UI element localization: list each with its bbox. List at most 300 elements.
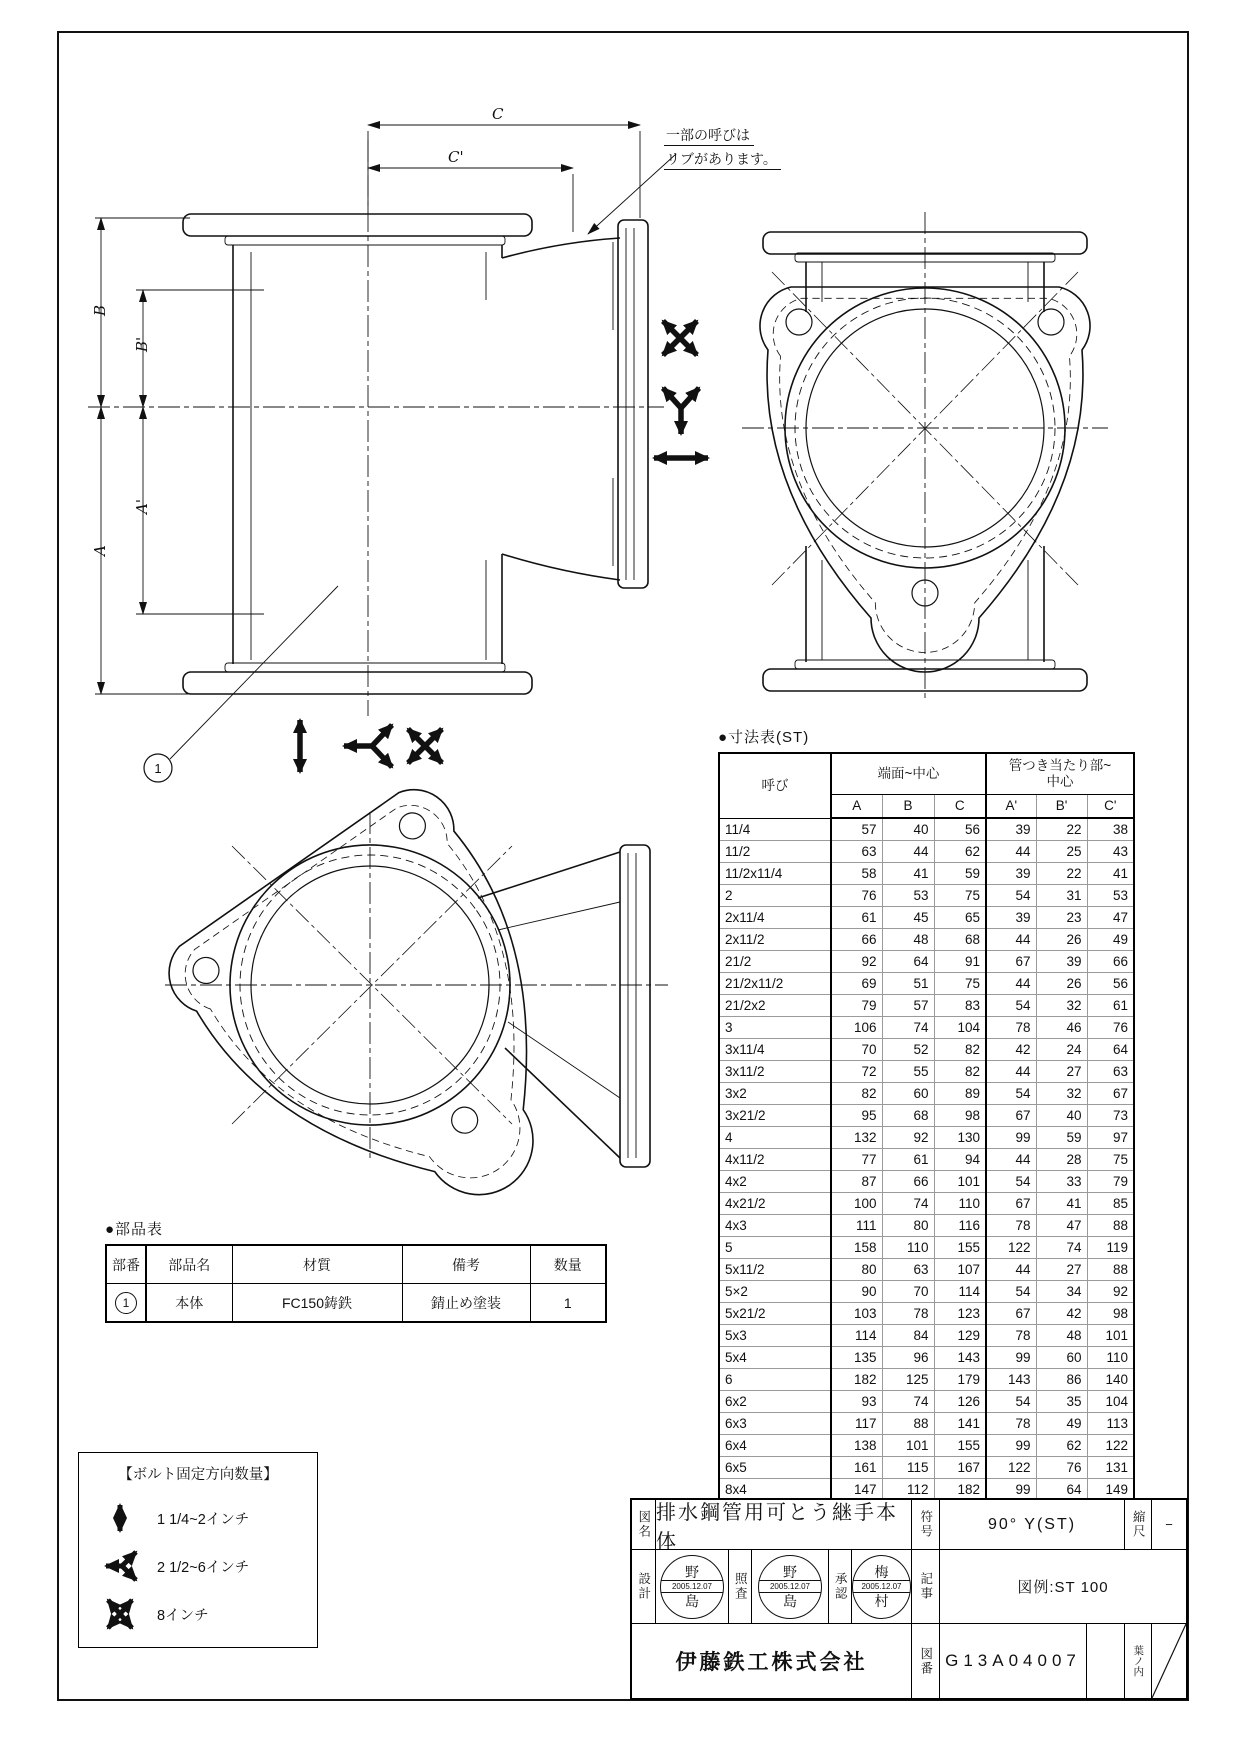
dimension-value: 129 <box>934 1325 986 1347</box>
dimension-value: 98 <box>934 1105 986 1127</box>
dimension-value: 63 <box>882 1259 934 1281</box>
dimension-lines <box>95 125 640 694</box>
dimension-value: 87 <box>831 1171 882 1193</box>
dimension-value: 92 <box>831 951 882 973</box>
legend-item <box>79 1590 317 1638</box>
dimension-value: 74 <box>882 1017 934 1039</box>
dimension-value: 54 <box>986 1391 1036 1413</box>
dimension-value: 27 <box>1036 1061 1087 1083</box>
dimension-value: 149 <box>1087 1479 1134 1502</box>
dimension-value: 26 <box>1036 929 1087 951</box>
dimension-value: 76 <box>831 885 882 907</box>
dimension-row <box>719 841 1134 863</box>
dimension-value: 58 <box>831 863 882 885</box>
dimension-value: 116 <box>934 1215 986 1237</box>
legend-item-label: 1 1/4~2インチ <box>157 1511 250 1528</box>
dimension-value: 23 <box>1036 907 1087 929</box>
parts-row <box>106 1284 606 1323</box>
dimension-value: 155 <box>934 1237 986 1259</box>
dimension-value: 141 <box>934 1413 986 1435</box>
dimension-value: 31 <box>1036 885 1087 907</box>
balloon-number: 1 <box>154 761 162 776</box>
dimension-value: 161 <box>831 1457 882 1479</box>
dimension-value: 39 <box>1036 951 1087 973</box>
dimension-value: 39 <box>986 818 1036 841</box>
dimension-value: 43 <box>1087 841 1134 863</box>
dimension-value: 66 <box>1087 951 1134 973</box>
dimension-value: 57 <box>831 818 882 841</box>
three-way-arrow-icon <box>663 388 699 434</box>
dimension-value: 99 <box>986 1479 1036 1502</box>
dimension-value: 67 <box>1087 1083 1134 1105</box>
dimension-value: 143 <box>986 1369 1036 1391</box>
dimension-value: 54 <box>986 885 1036 907</box>
dimension-value: 86 <box>1036 1369 1087 1391</box>
dimension-value: 54 <box>986 1083 1036 1105</box>
dimension-value: 49 <box>1036 1413 1087 1435</box>
dimension-row <box>719 1303 1134 1325</box>
dimension-value: 103 <box>831 1303 882 1325</box>
bottom-view <box>154 775 668 1280</box>
dimension-row <box>719 1039 1134 1061</box>
dimension-value: 33 <box>1036 1171 1087 1193</box>
dimension-value: 53 <box>882 885 934 907</box>
parts-table <box>105 1244 607 1323</box>
parts-header-qty: 数量 <box>530 1245 606 1284</box>
dimension-row <box>719 1457 1134 1479</box>
dimension-row <box>719 951 1134 973</box>
bolt-direction-icons <box>300 321 708 772</box>
dimension-value: 99 <box>986 1435 1036 1457</box>
dimension-row <box>719 1369 1134 1391</box>
stamp-name-top: 野 <box>685 1564 699 1580</box>
size-name: 6x2 <box>719 1391 831 1413</box>
parts-no <box>106 1284 146 1323</box>
size-name: 21/2x2 <box>719 995 831 1017</box>
size-name: 2x11/4 <box>719 907 831 929</box>
size-name: 6 <box>719 1369 831 1391</box>
dimension-value: 45 <box>882 907 934 929</box>
dimension-value: 40 <box>882 818 934 841</box>
part-balloon <box>144 586 338 782</box>
dimension-value: 56 <box>934 818 986 841</box>
dimension-value: 42 <box>1036 1303 1087 1325</box>
dimension-row <box>719 1237 1134 1259</box>
dimension-value: 98 <box>1087 1303 1134 1325</box>
dimension-row <box>719 1017 1134 1039</box>
dimension-value: 117 <box>831 1413 882 1435</box>
parts-header-note: 備考 <box>402 1245 530 1284</box>
dimension-value: 54 <box>986 995 1036 1017</box>
scale-label: 縮尺 <box>1125 1500 1152 1550</box>
dimension-value: 67 <box>986 1105 1036 1127</box>
dimension-value: 74 <box>882 1193 934 1215</box>
dimension-value: 78 <box>882 1303 934 1325</box>
dimension-value: 25 <box>1036 841 1087 863</box>
dimension-value: 88 <box>1087 1215 1134 1237</box>
col-header-name: 呼び <box>719 753 831 818</box>
size-name: 6x5 <box>719 1457 831 1479</box>
dim-label-b: B <box>91 304 109 316</box>
dimension-row <box>719 818 1134 841</box>
size-name: 21/2 <box>719 951 831 973</box>
dimension-value: 48 <box>882 929 934 951</box>
dimension-value: 100 <box>831 1193 882 1215</box>
dimension-value: 110 <box>1087 1347 1134 1369</box>
dimension-value: 122 <box>986 1457 1036 1479</box>
three-way-arrow-icon <box>97 1543 143 1589</box>
size-name: 3x21/2 <box>719 1105 831 1127</box>
size-name: 11/4 <box>719 818 831 841</box>
dimension-table <box>718 752 1135 1502</box>
stamp-name-bottom: 島 <box>783 1593 797 1609</box>
dimension-value: 61 <box>1087 995 1134 1017</box>
dimension-value: 27 <box>1036 1259 1087 1281</box>
size-name: 21/2x11/2 <box>719 973 831 995</box>
stamp-seal <box>758 1555 822 1619</box>
dimension-value: 126 <box>934 1391 986 1413</box>
dimension-value: 44 <box>986 1149 1036 1171</box>
dimension-value: 78 <box>986 1215 1036 1237</box>
dimension-value: 131 <box>1087 1457 1134 1479</box>
dimension-value: 84 <box>882 1325 934 1347</box>
legend-item <box>79 1542 317 1590</box>
dimension-value: 99 <box>986 1127 1036 1149</box>
dimension-value: 138 <box>831 1435 882 1457</box>
dimension-row <box>719 929 1134 951</box>
dimension-value: 52 <box>882 1039 934 1061</box>
dimension-value: 179 <box>934 1369 986 1391</box>
subheader-b: B <box>882 795 934 819</box>
dimension-value: 122 <box>986 1237 1036 1259</box>
dimension-value: 41 <box>1087 863 1134 885</box>
dimension-value: 62 <box>1036 1435 1087 1457</box>
dim-label-c-prime: C' <box>448 148 464 166</box>
dimension-value: 61 <box>831 907 882 929</box>
dimension-row <box>719 1105 1134 1127</box>
dimension-row <box>719 1215 1134 1237</box>
dimension-value: 89 <box>934 1083 986 1105</box>
dimension-value: 60 <box>1036 1347 1087 1369</box>
dimension-value: 182 <box>934 1479 986 1502</box>
dimension-row <box>719 995 1134 1017</box>
dimension-row <box>719 1171 1134 1193</box>
parts-header-name: 部品名 <box>146 1245 232 1284</box>
dimension-value: 77 <box>831 1149 882 1171</box>
dimension-value: 56 <box>1087 973 1134 995</box>
size-name: 11/2 <box>719 841 831 863</box>
front-view <box>742 212 1108 702</box>
subheader-a: A <box>831 795 882 819</box>
dimension-value: 75 <box>934 885 986 907</box>
dimension-value: 114 <box>934 1281 986 1303</box>
dimension-value: 32 <box>1036 995 1087 1017</box>
dimension-value: 46 <box>1036 1017 1087 1039</box>
size-name: 5x11/2 <box>719 1259 831 1281</box>
dimension-row <box>719 1413 1134 1435</box>
dimension-row <box>719 1193 1134 1215</box>
dim-label-c: C <box>492 105 504 123</box>
dimension-value: 32 <box>1036 1083 1087 1105</box>
dimension-value: 44 <box>986 929 1036 951</box>
dimension-value: 66 <box>882 1171 934 1193</box>
notes-value: 図例:ST 100 <box>940 1550 1186 1624</box>
dimension-value: 61 <box>882 1149 934 1171</box>
dimension-value: 73 <box>1087 1105 1134 1127</box>
notes-label: 記事 <box>912 1550 940 1624</box>
dimension-value: 24 <box>1036 1039 1087 1061</box>
dimension-value: 82 <box>831 1083 882 1105</box>
dimension-row <box>719 1259 1134 1281</box>
size-name: 2x11/2 <box>719 929 831 951</box>
size-name: 4x3 <box>719 1215 831 1237</box>
size-name: 3x11/4 <box>719 1039 831 1061</box>
stamp-name-bottom: 村 <box>874 1593 889 1609</box>
dimension-value: 79 <box>1087 1171 1134 1193</box>
dimension-value: 78 <box>986 1017 1036 1039</box>
dimension-value: 22 <box>1036 863 1087 885</box>
four-way-arrow-icon <box>408 729 442 763</box>
dimension-value: 67 <box>986 951 1036 973</box>
dimension-value: 147 <box>831 1479 882 1502</box>
parts-table-title: ●部品表 <box>105 1221 164 1238</box>
dimension-value: 80 <box>831 1259 882 1281</box>
dimension-value: 140 <box>1087 1369 1134 1391</box>
dimension-value: 53 <box>1087 885 1134 907</box>
dimension-value: 75 <box>1087 1149 1134 1171</box>
parts-header-no: 部番 <box>106 1245 146 1284</box>
dimension-value: 44 <box>986 841 1036 863</box>
sheet-count-cell <box>1152 1624 1186 1698</box>
dimension-value: 130 <box>934 1127 986 1149</box>
parts-material: FC150鋳鉄 <box>232 1284 402 1323</box>
dimension-value: 48 <box>1036 1325 1087 1347</box>
drawing-no-value: G13A04007 <box>940 1624 1087 1698</box>
dimension-value: 64 <box>1087 1039 1134 1061</box>
dimension-value: 62 <box>934 841 986 863</box>
dimension-value: 26 <box>1036 973 1087 995</box>
parts-balloon-number: 1 <box>115 1292 137 1314</box>
approve-label: 承認 <box>829 1550 852 1624</box>
dimension-value: 49 <box>1087 929 1134 951</box>
subheader-c: C <box>934 795 986 819</box>
title-block <box>630 1498 1188 1700</box>
size-name: 5x4 <box>719 1347 831 1369</box>
stamp-seal <box>660 1555 724 1619</box>
dimension-value: 92 <box>1087 1281 1134 1303</box>
rib-annotation-line1: 一部の呼びは <box>664 128 754 146</box>
dimension-value: 40 <box>1036 1105 1087 1127</box>
size-name: 5 <box>719 1237 831 1259</box>
dimension-value: 113 <box>1087 1413 1134 1435</box>
subheader-c-prime: C' <box>1087 795 1134 819</box>
dimension-row <box>719 1325 1134 1347</box>
dimension-value: 101 <box>1087 1325 1134 1347</box>
stamp-name-top: 梅 <box>874 1564 889 1580</box>
rib-annotation-line2: リブがあります。 <box>664 152 781 170</box>
parts-name: 本体 <box>146 1284 232 1323</box>
dimension-value: 44 <box>986 1061 1036 1083</box>
legend-item <box>79 1494 317 1542</box>
dimension-value: 135 <box>831 1347 882 1369</box>
drawing-name-label: 図名 <box>632 1500 656 1550</box>
dimension-value: 95 <box>831 1105 882 1127</box>
dimension-value: 70 <box>882 1281 934 1303</box>
dimension-value: 90 <box>831 1281 882 1303</box>
col-group-pipe-stop-line2: 中心 <box>1046 774 1074 789</box>
dimension-row <box>719 973 1134 995</box>
dimension-value: 41 <box>882 863 934 885</box>
dimension-value: 47 <box>1036 1215 1087 1237</box>
size-name: 3 <box>719 1017 831 1039</box>
subheader-b-prime: B' <box>1036 795 1087 819</box>
dimension-value: 93 <box>831 1391 882 1413</box>
size-name: 11/2x11/4 <box>719 863 831 885</box>
dimension-value: 94 <box>934 1149 986 1171</box>
dim-label-a: A <box>91 545 109 556</box>
dimension-value: 76 <box>1036 1457 1087 1479</box>
stamp-name-top: 野 <box>783 1564 797 1580</box>
dimension-value: 44 <box>986 1259 1036 1281</box>
dimension-value: 88 <box>882 1413 934 1435</box>
dimension-value: 39 <box>986 907 1036 929</box>
size-name: 6x4 <box>719 1435 831 1457</box>
bolt-legend <box>78 1452 318 1648</box>
dimension-value: 143 <box>934 1347 986 1369</box>
dimension-value: 68 <box>934 929 986 951</box>
symbol-value: 90° Y(ST) <box>940 1500 1125 1550</box>
design-label: 設計 <box>632 1550 656 1624</box>
dimension-value: 63 <box>1087 1061 1134 1083</box>
dimension-value: 85 <box>1087 1193 1134 1215</box>
company-name: 伊藤鉄工株式会社 <box>632 1624 912 1698</box>
stamp-date: 2005.12.07 <box>759 1580 821 1593</box>
vertical-double-arrow-icon <box>97 1495 143 1541</box>
dimension-table-section <box>718 726 1135 1502</box>
title-block-empty-cell <box>1087 1624 1125 1698</box>
diagonal-slash <box>1152 1624 1186 1698</box>
rib-annotation <box>664 128 781 176</box>
col-group-end-face: 端面~中心 <box>831 753 986 795</box>
dimension-value: 79 <box>831 995 882 1017</box>
drawing-no-label: 図番 <box>912 1624 940 1698</box>
dimension-value: 97 <box>1087 1127 1134 1149</box>
dimension-value: 99 <box>986 1347 1036 1369</box>
subheader-a-prime: A' <box>986 795 1036 819</box>
dimension-table-body <box>719 818 1134 1501</box>
bolt-legend-title: 【ボルト固定方向数量】 <box>118 1467 278 1483</box>
size-name: 3x2 <box>719 1083 831 1105</box>
sheet-label: 葉ノ内 <box>1125 1624 1152 1698</box>
size-name: 4 <box>719 1127 831 1149</box>
four-way-arrow-icon <box>663 321 697 355</box>
dimension-row <box>719 1281 1134 1303</box>
side-view <box>88 105 676 782</box>
dimension-value: 91 <box>934 951 986 973</box>
dimension-value: 70 <box>831 1039 882 1061</box>
dimension-value: 55 <box>882 1061 934 1083</box>
approve-stamp <box>852 1550 912 1624</box>
dimension-value: 110 <box>934 1193 986 1215</box>
size-name: 8x4 <box>719 1479 831 1502</box>
dimension-value: 122 <box>1087 1435 1134 1457</box>
dimension-value: 54 <box>986 1171 1036 1193</box>
dimension-value: 39 <box>986 863 1036 885</box>
dimension-value: 110 <box>882 1237 934 1259</box>
dimension-value: 63 <box>831 841 882 863</box>
parts-header-material: 材質 <box>232 1245 402 1284</box>
dimension-value: 69 <box>831 973 882 995</box>
size-name: 4x21/2 <box>719 1193 831 1215</box>
dimension-value: 107 <box>934 1259 986 1281</box>
dimension-row <box>719 1061 1134 1083</box>
dimension-value: 83 <box>934 995 986 1017</box>
drawing-name: 排水鋼管用可とう継手本体 <box>656 1500 912 1550</box>
dimension-value: 111 <box>831 1215 882 1237</box>
parts-table-section <box>105 1218 607 1323</box>
dimension-value: 76 <box>1087 1017 1134 1039</box>
dimension-row <box>719 863 1134 885</box>
dimension-value: 182 <box>831 1369 882 1391</box>
dimension-value: 51 <box>882 973 934 995</box>
dimension-value: 167 <box>934 1457 986 1479</box>
dimension-value: 112 <box>882 1479 934 1502</box>
dimension-value: 123 <box>934 1303 986 1325</box>
dimension-value: 65 <box>934 907 986 929</box>
dim-label-b-prime: B' <box>133 336 151 352</box>
dimension-value: 75 <box>934 973 986 995</box>
dimension-row <box>719 907 1134 929</box>
dimension-value: 78 <box>986 1325 1036 1347</box>
dimension-value: 101 <box>882 1435 934 1457</box>
dimension-value: 67 <box>986 1193 1036 1215</box>
dimension-value: 82 <box>934 1061 986 1083</box>
col-group-pipe-stop <box>986 753 1134 795</box>
dimension-row <box>719 1149 1134 1171</box>
dimension-value: 125 <box>882 1369 934 1391</box>
dimension-row <box>719 1347 1134 1369</box>
size-name: 5×2 <box>719 1281 831 1303</box>
dimension-value: 54 <box>986 1281 1036 1303</box>
stamp-date: 2005.12.07 <box>853 1580 910 1593</box>
stamp-name-bottom: 島 <box>685 1593 699 1609</box>
size-name: 5x21/2 <box>719 1303 831 1325</box>
dimension-value: 59 <box>934 863 986 885</box>
dimension-value: 60 <box>882 1083 934 1105</box>
dimension-value: 28 <box>1036 1149 1087 1171</box>
stamp-date: 2005.12.07 <box>661 1580 723 1593</box>
dimension-row <box>719 1391 1134 1413</box>
dimension-value: 132 <box>831 1127 882 1149</box>
legend-item-label: 8インチ <box>157 1607 209 1624</box>
dimension-value: 78 <box>986 1413 1036 1435</box>
dimension-value: 119 <box>1087 1237 1134 1259</box>
scale-value: − <box>1152 1500 1186 1550</box>
dimension-value: 35 <box>1036 1391 1087 1413</box>
size-name: 3x11/2 <box>719 1061 831 1083</box>
dimension-value: 101 <box>934 1171 986 1193</box>
three-way-arrow-icon <box>344 725 392 767</box>
dimension-value: 68 <box>882 1105 934 1127</box>
size-name: 4x2 <box>719 1171 831 1193</box>
dimension-value: 64 <box>882 951 934 973</box>
dimension-value: 80 <box>882 1215 934 1237</box>
check-stamp <box>752 1550 829 1624</box>
dimension-row <box>719 1083 1134 1105</box>
dimension-value: 74 <box>1036 1237 1087 1259</box>
col-group-pipe-stop-line1: 管つき当たり部~ <box>1008 758 1112 774</box>
dimension-row <box>719 1127 1134 1149</box>
